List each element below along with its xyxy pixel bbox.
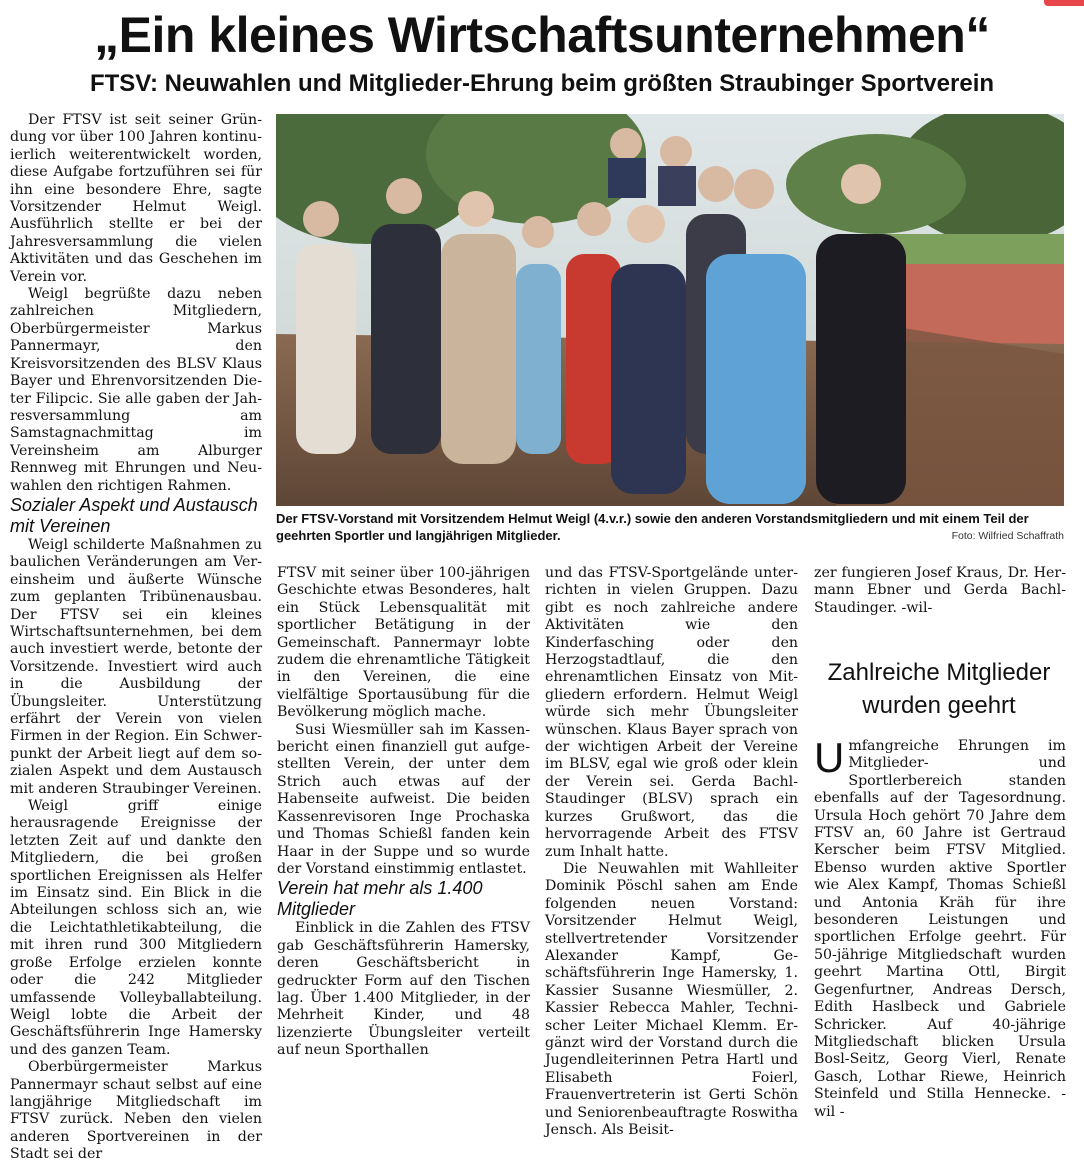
photo-caption: Der FTSV-Vorstand mit Vorsitzendem Helmut Weigl (4.v.r.) sowie den anderen Vorstandsmitgliedern und mit einem Teil der geehrten Sportler und langjährigen Mitglieder. bbox=[276, 511, 1029, 543]
column-4-bottom bbox=[814, 734, 1066, 1121]
headline: „Ein kleines Wirtschaftsunternehmen“ bbox=[94, 7, 990, 63]
column-4-top bbox=[814, 565, 1066, 617]
group-photo bbox=[276, 114, 1064, 506]
paragraph-text: mfangreiche Ehrungen im Mitglieder- und Sportlerbereich standen ebenfalls auf der Tagesordnung. Ursula Hoch gehört 70 Jahre dem FTSV an, 60 Jahre ist Gertraud Kerscher beim FTSV Mitglied. Ebenso wurden aktive Sportler wie Alex Kampf, Thomas Schießl und Antonia Kräh für ihre besonderen Leistungen und sportlichen Erfolge geehrt. Für 50-jährige Mitgliedschaft wurden geehrt Martina Ottl, Birgit Gegenfurtner, Andreas Dersch, Edith Haslbeck und Gabriele Schricker. Auf 40-jährige Mitgliedschaft blicken Ursula Bosl-Seitz, Georg Vierl, Renate Gasch, Lothar Riewe, Heinrich Steinfeld und Stilla Hennecke. - wil - bbox=[814, 738, 1066, 1120]
paragraph: FTSV mit seiner über 100-jährigen Geschichte etwas Besonderes, halt ein Stück Lebensqualität mit sportlicher Betätigung in der Gemeinschaft. Pannermayr lobte zudem die ehrenamtliche Tätigkeit in den Vereinen, die eine vielfältige Sportausübung für die Bevölkerung möglich mache. bbox=[277, 565, 530, 721]
photo-credit: Foto: Wilfried Schaffrath bbox=[951, 530, 1064, 542]
paragraph: Oberbürgermeister Markus Pannermayr schaut selbst auf eine langjährige Mitgliedschaft im FTSV zurück. Neben den vielen anderen Sportvereinen in der Stadt sei der bbox=[10, 1059, 262, 1163]
column-3 bbox=[545, 565, 798, 1139]
paragraph bbox=[814, 734, 1066, 1121]
paragraph: Weigl schilderte Maßnahmen zu baulichen Veränderungen am Vereinsheim und äußerte Wünsche zum geplanten Tribünenausbau. Der FTSV sei ein kleines Wirtschaftsunternehmen, bei dem auch investiert werde, betonte der Vorsitzende. Investiert wird auch in die Ausbildung der Übungsleiter. Unterstützung erfährt der Verein von vielen Firmen in der Region. Ein Schwerpunkt der Arbeit liegt auf dem sozialen Aspekt und dem Austausch mit anderen Straubinger Vereinen. bbox=[10, 536, 262, 797]
paragraph: Die Neuwahlen mit Wahlleiter Dominik Pöschl sahen am Ende folgenden neuen Vorstand: Vorsitzender Helmut Weigl, stellvertretender Vorsitzender Alexander Kampf, Geschäftsführerin Inge Hamersky, 1. Kassier Susanne Wiesmüller, 2. Kassier Rebecca Mahler, Technischer Leiter Michael Klemm. Ergänzt wird der Vorstand durch die Jugendleiterinnen Petra Hartl und Elisabeth Foierl, Frauenvertreterin ist Gerti Schön und Seniorenbeauftragte Roswitha Jensch. Als Beisit- bbox=[545, 860, 798, 1138]
paragraph: Weigl griff einige herausragende Ereignisse der letzten Zeit auf und dankte den Mitgliedern, die bei großen sportlichen Ereignissen als Helfer im Einsatz sind. Ein Blick in die Abteilungen schloss sich an, wie die Leichtathletikabteilung, die mit ihren rund 300 Mitgliedern große Erfolge erzielen konnte oder die 242 Mitglieder umfassende Volleyballabteilung. Weigl lobte die Arbeit der Geschäftsführerin Inge Hamersky und des ganzen Team. bbox=[10, 798, 262, 1058]
subheadline: FTSV: Neuwahlen und Mitglieder-Ehrung beim größten Straubinger Sportverein bbox=[89, 70, 995, 97]
column-2 bbox=[277, 565, 530, 1060]
paragraph: Weigl begrüßte dazu neben zahlreichen Mitgliedern, Oberbürgermeister Markus Pannermayr, den Kreisvorsitzenden des BLSV Klaus Bayer und Ehrenvorsitzenden Dieter Filipcic. Sie alle gaben der Jahresversammlung am Samstagnachmittag im Vereinsheim am Alburger Rennweg mit Ehrungen und Neuwahlen den richtigen Rahmen. bbox=[10, 286, 262, 494]
section-heading: Zahlreiche Mitglieder wurden geehrt bbox=[827, 659, 1051, 719]
section-heading: Sozialer Aspekt und Austausch mit Vereinen bbox=[10, 494, 258, 536]
column-1 bbox=[10, 112, 262, 1164]
paragraph: Der FTSV ist seit seiner Gründung vor über 100 Jahren kontinuierlich weiterentwickelt worden, diese Aufgabe fortzuführen sei für ihn eine besondere Ehre, sagte Vorsitzender Helmut Weigl. Ausführlich stellte er bei der Jahresversammlung die vielen Aktivitäten und das Geschehen im Verein vor. bbox=[10, 112, 262, 285]
paragraph: und das FTSV-Sportgelände unterrichten in vielen Gruppen. Dazu gibt es noch zahlreiche andere Aktivitäten wie den Kinderfasching oder den Herzogstadtlauf, die den ehrenamtlichen Einsatz von Mitgliedern erfordern. Helmut Weigl würde sich mehr Übungsleiter wünschen. Klaus Bayer sprach von der wichtigen Arbeit der Vereine im BLSV, egal wie groß oder klein der Verein sei. Gerda Bachl-Staudinger (BLSV) sprach ein kurzes Grußwort, das die hervorragende Arbeit des FTSV zum Inhalt hatte. bbox=[545, 565, 798, 860]
drop-cap: U bbox=[814, 734, 845, 781]
paragraph: zer fungieren Josef Kraus, Dr. Hermann Ebner und Gerda Bachl-Staudinger. -wil- bbox=[814, 565, 1066, 616]
paragraph: Einblick in die Zahlen des FTSV gab Geschäftsführerin Hamersky, deren Geschäftsbericht in gedruckter Form auf den Tischen lag. Über 1.400 Mitglieder, in der Mehrheit Kinder, und 48 lizenzierte Übungsleiter verteilt auf neun Sporthallen bbox=[277, 920, 530, 1059]
section-heading: Verein hat mehr als 1.400 Mitglieder bbox=[277, 878, 483, 920]
paragraph: Susi Wiesmüller sah im Kassenbericht einen finanziell gut aufgestellten Verein, der unter dem Strich auch etwas auf der Habenseite aufweist. Die beiden Kassenrevisoren Inge Prochaska und Thomas Schießl fanden kein Haar in der Suppe und so wurde der Vorstand einstimmig entlastet. bbox=[277, 721, 530, 877]
